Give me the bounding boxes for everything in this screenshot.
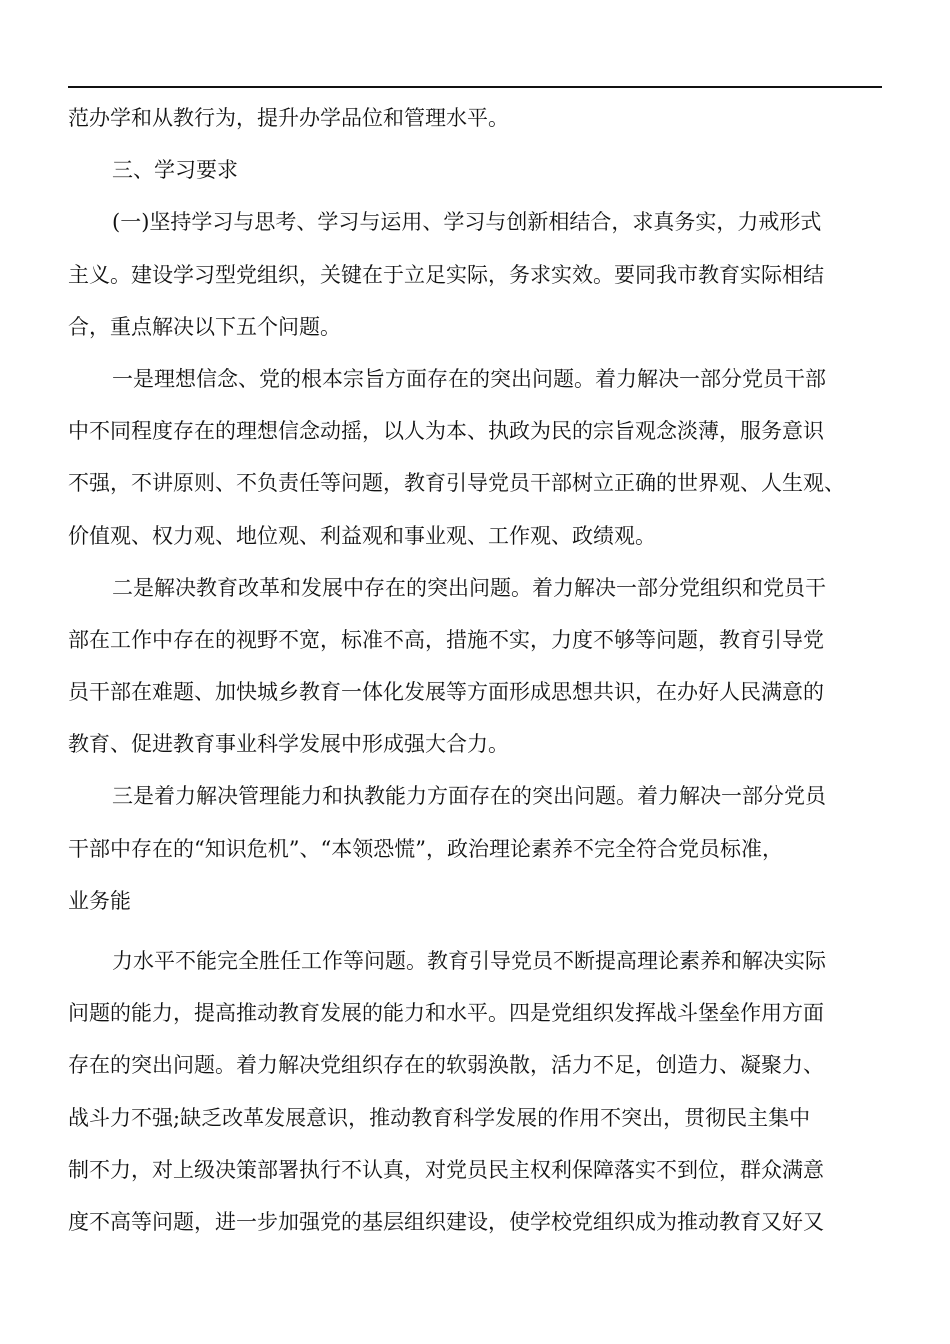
- text-line: 一是理想信念、党的根本宗旨方面存在的突出问题。着力解决一部分党员干部: [112, 366, 826, 391]
- text-line: 干部中存在的“知识危机”、“本领恐慌”，政治理论素养不完全符合党员标准，: [68, 836, 783, 861]
- text-line: 教育、促进教育事业科学发展中形成强大合力。: [68, 732, 509, 757]
- text-line: 员干部在难题、加快城乡教育一体化发展等方面形成思想共识，在办好人民满意的: [68, 680, 824, 705]
- text-line: 问题的能力，提高推动教育发展的能力和水平。四是党组织发挥战斗堡垒作用方面: [68, 1001, 824, 1026]
- text-line: 业务能: [68, 888, 131, 913]
- text-line: 制不力，对上级决策部署执行不认真，对党员民主权利保障落实不到位，群众满意: [68, 1157, 824, 1182]
- text-line: 主义。建设学习型党组织，关键在于立足实际，务求实效。要同我市教育实际相结: [68, 262, 824, 287]
- text-line: (一)坚持学习与思考、学习与运用、学习与创新相结合，求真务实，力戒形式: [112, 210, 822, 235]
- text-line: 中不同程度存在的理想信念动摇，以人为本、执政为民的宗旨观念淡薄，服务意识: [68, 419, 824, 444]
- section-heading: 三、学习要求: [112, 158, 238, 183]
- text-line: 力水平不能完全胜任工作等问题。教育引导党员不断提高理论素养和解决实际: [112, 949, 826, 973]
- text-line: 范办学和从教行为，提升办学品位和管理水平。: [68, 106, 509, 130]
- header-rule: [68, 86, 882, 88]
- text-line: 价值观、权力观、地位观、利益观和事业观、工作观、政绩观。: [68, 523, 656, 548]
- text-line: 战斗力不强;缺乏改革发展意识，推动教育科学发展的作用不突出，贯彻民主集中: [68, 1105, 811, 1130]
- text-line: 合，重点解决以下五个问题。: [68, 314, 341, 339]
- paragraph-gap: [68, 927, 890, 935]
- text-line: 二是解决教育改革和发展中存在的突出问题。着力解决一部分党组织和党员干: [112, 575, 826, 600]
- text-line: 度不高等问题，进一步加强党的基层组织建设，使学校党组织成为推动教育又好又: [68, 1209, 824, 1234]
- text-line: 部在工作中存在的视野不宽，标准不高，措施不实，力度不够等问题，教育引导党: [68, 627, 824, 652]
- text-line: 存在的突出问题。着力解决党组织存在的软弱涣散，活力不足，创造力、凝聚力、: [68, 1053, 824, 1078]
- text-line: 不强，不讲原则、不负责任等问题，教育引导党员干部树立正确的世界观、人生观、: [68, 471, 845, 496]
- document-body: [68, 92, 890, 1248]
- text-line: 三是着力解决管理能力和执教能力方面存在的突出问题。着力解决一部分党员: [112, 784, 826, 809]
